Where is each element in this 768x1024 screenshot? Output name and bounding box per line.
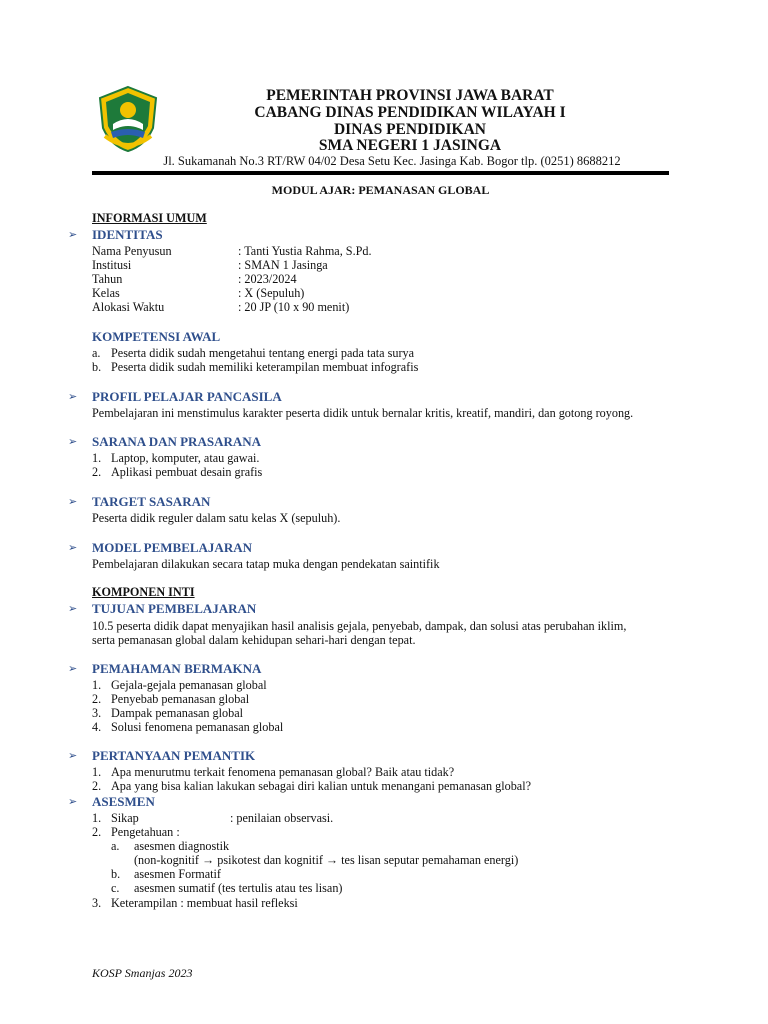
list-marker: 1.	[92, 811, 102, 825]
letterhead-address: Jl. Sukamanah No.3 RT/RW 04/02 Desa Setu Kec. Jasinga Kab. Bogor tlp. (0251) 8688212	[163, 154, 621, 168]
heading-sarana: SARANA DAN PRASARANA	[92, 434, 262, 449]
section-heading-informasi-umum: INFORMASI UMUM	[92, 211, 207, 225]
list-marker: a.	[111, 839, 120, 853]
letterhead-divider	[92, 171, 669, 175]
list-marker: 3.	[92, 706, 102, 720]
list-item: Peserta didik sudah memiliki keterampilan membuat infografis	[111, 360, 419, 374]
target-text: Peserta didik reguler dalam satu kelas X (sepuluh).	[92, 511, 341, 525]
asesmen-sikap-value: : penilaian observasi.	[230, 811, 334, 825]
identitas-label: Nama Penyusun	[92, 244, 172, 258]
list-item: Solusi fenomena pemanasan global	[111, 720, 284, 734]
arrow-right-icon: ➢	[68, 663, 78, 675]
letterhead-line-2: CABANG DINAS PENDIDIKAN WILAYAH I	[254, 104, 566, 121]
list-marker: 2.	[92, 779, 102, 793]
list-item: asesmen diagnostik	[134, 839, 230, 853]
arrow-right-icon: ➢	[68, 603, 78, 615]
heading-pemahaman: PEMAHAMAN BERMAKNA	[92, 661, 262, 676]
heading-asesmen: ASESMEN	[92, 794, 155, 809]
list-marker: c.	[111, 881, 120, 895]
model-text: Pembelajaran dilakukan secara tatap muka dengan pendekatan saintifik	[92, 557, 440, 571]
arrow-right-icon: ➢	[68, 436, 78, 448]
list-marker: 1.	[92, 678, 102, 692]
list-marker: b.	[92, 360, 102, 374]
tujuan-text-line-2: serta pemanasan global dalam kehidupan sehari-hari dengan tepat.	[92, 633, 416, 647]
heading-identitas: IDENTITAS	[92, 227, 163, 242]
list-marker: 2.	[92, 465, 102, 479]
identitas-value: : 2023/2024	[238, 272, 297, 286]
asesmen-pengetahuan-label: Pengetahuan :	[111, 825, 180, 839]
page-footer: KOSP Smanjas 2023	[92, 966, 193, 980]
list-item: Dampak pemanasan global	[111, 706, 243, 720]
identitas-value: : 20 JP (10 x 90 menit)	[238, 300, 350, 314]
list-item: Peserta didik sudah mengetahui tentang energi pada tata surya	[111, 346, 415, 360]
list-item: Penyebab pemanasan global	[111, 692, 250, 706]
identitas-value: : X (Sepuluh)	[238, 286, 305, 300]
list-item: Apa menurutmu terkait fenomena pemanasan global? Baik atau tidak?	[111, 765, 455, 779]
identitas-label: Institusi	[92, 258, 132, 272]
list-marker: 2.	[92, 692, 102, 706]
identitas-label: Tahun	[92, 272, 123, 286]
arrow-right-icon: ➢	[68, 229, 78, 241]
heading-kompetensi-awal: KOMPETENSI AWAL	[92, 329, 221, 344]
letterhead-line-4: SMA NEGERI 1 JASINGA	[318, 137, 502, 154]
arrow-right-icon: ➢	[68, 796, 78, 808]
list-item: Laptop, komputer, atau gawai.	[111, 451, 260, 465]
letterhead-line-1: PEMERINTAH PROVINSI JAWA BARAT	[266, 87, 554, 104]
list-marker: 3.	[92, 896, 102, 910]
heading-pertanyaan: PERTANYAAN PEMANTIK	[92, 748, 256, 763]
heading-tujuan: TUJUAN PEMBELAJARAN	[92, 601, 257, 616]
heading-model: MODEL PEMBELAJARAN	[92, 540, 252, 555]
heading-profil-pelajar: PROFIL PELAJAR PANCASILA	[92, 389, 282, 404]
section-heading-komponen-inti: KOMPONEN INTI	[92, 585, 195, 599]
list-item: asesmen sumatif (tes tertulis atau tes lisan)	[134, 881, 343, 895]
list-item: asesmen Formatif	[134, 867, 221, 881]
profil-text: Pembelajaran ini menstimulus karakter peserta didik untuk bernalar kritis, kreatif, mandiri, dan gotong royong.	[92, 406, 634, 420]
list-marker: 1.	[92, 451, 102, 465]
identitas-label: Alokasi Waktu	[92, 300, 165, 314]
letterhead-line-3: DINAS PENDIDIKAN	[333, 121, 486, 138]
list-marker: b.	[111, 867, 121, 881]
asesmen-keterampilan: Keterampilan : membuat hasil refleksi	[111, 896, 298, 910]
heading-target: TARGET SASARAN	[92, 494, 211, 509]
list-marker: 4.	[92, 720, 102, 734]
identitas-value: : SMAN 1 Jasinga	[238, 258, 328, 272]
arrow-right-icon: ➢	[68, 391, 78, 403]
list-marker: 2.	[92, 825, 102, 839]
identitas-label: Kelas	[92, 286, 120, 300]
arrow-right-icon: ➢	[68, 750, 78, 762]
arrow-right-icon: ➢	[68, 542, 78, 554]
list-item: Gejala-gejala pemanasan global	[111, 678, 267, 692]
list-item: Aplikasi pembuat desain grafis	[111, 465, 263, 479]
identitas-value: : Tanti Yustia Rahma, S.Pd.	[238, 244, 372, 258]
tujuan-text-line-1: 10.5 peserta didik dapat menyajikan hasil analisis gejala, penyebab, dampak, dan solusi atas perubahan iklim,	[92, 619, 627, 633]
list-marker: a.	[92, 346, 101, 360]
asesmen-sikap-label: Sikap	[111, 811, 139, 825]
list-marker: 1.	[92, 765, 102, 779]
list-item: Apa yang bisa kalian lakukan sebagai diri kalian untuk menangani pemanasan global?	[111, 779, 531, 793]
arrow-right-icon: ➢	[68, 496, 78, 508]
list-item: (non-kognitif → psikotest dan kognitif → tes lisan seputar pemahaman energi)	[134, 853, 519, 867]
document-title: MODUL AJAR: PEMANASAN GLOBAL	[271, 183, 490, 197]
